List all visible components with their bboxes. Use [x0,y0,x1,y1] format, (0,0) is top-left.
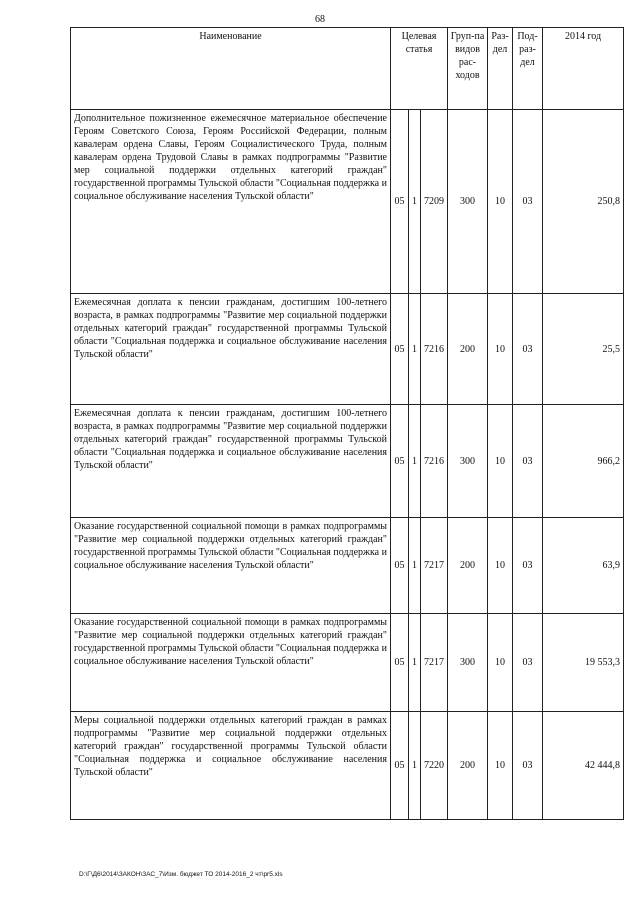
row-subsection: 03 [513,614,543,712]
row-name: Ежемесячная доплата к пенсии гражданам, достигшим 100-летнего возраста, в рамках подпрограммы "Развитие мер социальной поддержки отдельных категорий граждан" государственной программы Тульской области "Социальная поддержка и социальное обслуживание населения Тульской области" [71,294,391,405]
row-name: Ежемесячная доплата к пенсии гражданам, достигшим 100-летнего возраста, в рамках подпрограммы "Развитие мер социальной поддержки отдельных категорий граждан" государственной программы Тульской области "Социальная поддержка и социальное обслуживание населения Тульской области" [71,405,391,518]
row-expense-group: 300 [448,110,488,294]
row-amount: 42 444,8 [543,712,624,820]
row-subsection: 03 [513,712,543,820]
row-name: Оказание государственной социальной помощи в рамках подпрограммы "Развитие мер социальной поддержки отдельных категорий граждан" государственной программы Тульской области "Социальная поддержка и социальное обслуживание населения Тульской области" [71,614,391,712]
row-code-part-2: 1 [409,614,421,712]
header-expense-group: Груп-па видов рас-ходов [448,28,488,110]
table-row [71,110,624,294]
header-subsection: Под-раз-дел [513,28,543,110]
row-code-part-2: 1 [409,712,421,820]
row-amount: 250,8 [543,110,624,294]
row-code-part-1: 05 [391,294,409,405]
row-code-part-3: 7217 [421,614,448,712]
row-code-part-1: 05 [391,614,409,712]
row-expense-group: 200 [448,712,488,820]
row-expense-group: 200 [448,294,488,405]
row-expense-group: 300 [448,614,488,712]
row-code-part-3: 7216 [421,294,448,405]
row-code-part-2: 1 [409,294,421,405]
row-subsection: 03 [513,110,543,294]
row-code-part-2: 1 [409,110,421,294]
header-year: 2014 год [543,28,624,110]
row-section: 10 [488,405,513,518]
table-row [71,518,624,614]
header-row [71,28,624,110]
table-row [71,614,624,712]
row-code-part-1: 05 [391,405,409,518]
row-code-part-2: 1 [409,518,421,614]
row-subsection: 03 [513,405,543,518]
row-section: 10 [488,614,513,712]
row-code-part-3: 7220 [421,712,448,820]
row-section: 10 [488,518,513,614]
row-expense-group: 200 [448,518,488,614]
row-section: 10 [488,712,513,820]
row-amount: 19 553,3 [543,614,624,712]
row-amount: 966,2 [543,405,624,518]
row-name: Меры социальной поддержки отдельных категорий граждан в рамках подпрограммы "Развитие мер социальной поддержки отдельных категорий граждан" государственной программы Тульской области "Социальная поддержка и социальное обслуживание населения Тульской области" [71,712,391,820]
footer-file-path: D:\Г\Д6\2014\ЗАКОН\ЗАС_7\Изм. бюджет ТО 2014-2016_2 чт\pr5.xls [79,871,283,878]
row-code-part-1: 05 [391,712,409,820]
header-target-article: Целевая статья [391,28,448,110]
row-code-part-1: 05 [391,518,409,614]
row-code-part-2: 1 [409,405,421,518]
row-code-part-3: 7209 [421,110,448,294]
table-row [71,294,624,405]
row-subsection: 03 [513,294,543,405]
table-row [71,712,624,820]
row-section: 10 [488,110,513,294]
budget-table [70,27,624,820]
row-code-part-3: 7216 [421,405,448,518]
row-amount: 63,9 [543,518,624,614]
page-number: 68 [315,14,325,25]
row-code-part-3: 7217 [421,518,448,614]
row-expense-group: 300 [448,405,488,518]
row-name: Дополнительное пожизненное ежемесячное материальное обеспечение Героям Советского Союза, Героям Российской Федерации, полным кавалерам ордена Славы, Героям Социалистического Труда, полным кавалерам ордена Трудовой Славы в рамках подпрограммы "Развитие мер социальной поддержки отдельных категорий граждан" государственной программы Тульской области "Социальная поддержка и социальное обслуживание населения Тульской области" [71,110,391,294]
table-row [71,405,624,518]
header-name: Наименование [71,28,391,110]
row-code-part-1: 05 [391,110,409,294]
row-amount: 25,5 [543,294,624,405]
row-subsection: 03 [513,518,543,614]
row-section: 10 [488,294,513,405]
row-name: Оказание государственной социальной помощи в рамках подпрограммы "Развитие мер социальной поддержки отдельных категорий граждан" государственной программы Тульской области "Социальная поддержка и социальное обслуживание населения Тульской области" [71,518,391,614]
header-section: Раз-дел [488,28,513,110]
